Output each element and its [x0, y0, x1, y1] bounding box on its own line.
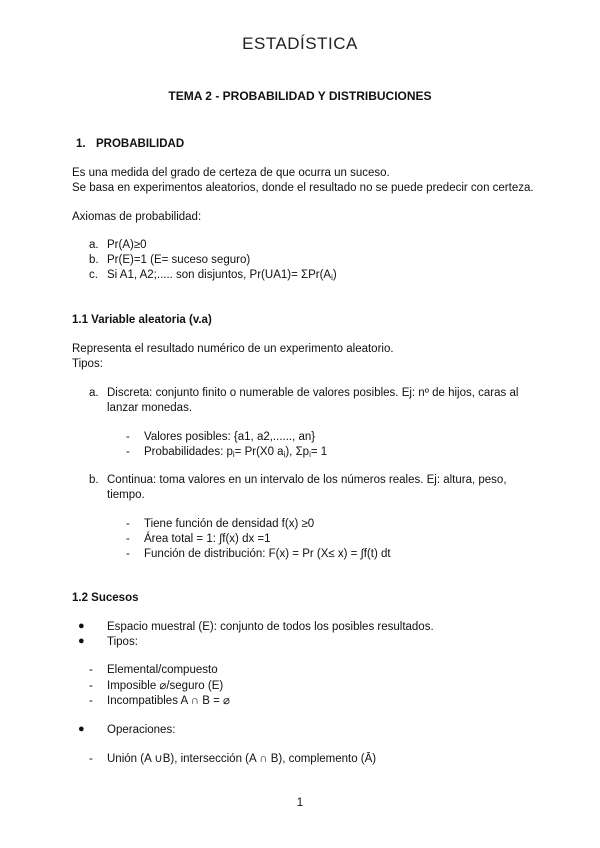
bullet-item: Espacio muestral (E): conjunto de todos los posibles resultados. [107, 621, 434, 633]
header-title: ESTADÍSTICA [242, 34, 358, 53]
sub-list-item: Incompatibles A ∩ B = ⌀ [107, 695, 230, 707]
document-title: TEMA 2 - PROBABILIDAD Y DISTRIBUCIONES [168, 89, 432, 103]
bullet-icon: ● [78, 635, 85, 647]
paragraph: Representa el resultado numérico de un experimento aleatorio. [72, 343, 394, 355]
paragraph: Es una medida del grado de certeza de que ocurra un suceso. [72, 167, 390, 179]
bullet-icon: ● [78, 723, 85, 735]
paragraph: Axiomas de probabilidad: [72, 211, 202, 223]
section-heading: PROBABILIDAD [96, 138, 185, 150]
list-item: Si A1, A2;..... son disjuntos, $Pr(UA1)= \Sigma Pr(A_i)$ [107, 269, 337, 282]
paragraph: Se basa en experimentos aleatorios, donde el resultado no se puede predecir con certeza. [72, 182, 534, 194]
list-marker: b. [89, 254, 99, 266]
list-marker: b. [89, 474, 99, 486]
dash-marker: - [89, 695, 93, 707]
sub-list-item: Imposible ⌀/seguro (E) [107, 680, 224, 692]
list-item-continued: tiempo. [107, 489, 145, 501]
list-item: Discreta: conjunto finito o numerable de valores posibles. Ej: nº de hijos, caras al [107, 387, 519, 399]
page-number: 1 [296, 797, 304, 809]
list-item-continued: lanzar monedas. [107, 402, 193, 414]
section-heading: 1.2 Sucesos [72, 592, 139, 604]
dash-marker: - [126, 548, 130, 560]
section-heading: 1.1 Variable aleatoria (v.a) [72, 314, 212, 326]
paragraph: Tipos: [72, 358, 103, 370]
list-item: Continua: toma valores en un intervalo de los números reales. Ej: altura, peso, [107, 474, 507, 486]
dash-marker: - [126, 431, 130, 443]
sub-list-item: Probabilidades: $p_i= Pr(X0$ $a_i$), $\Sigma p_i= 1$ [144, 446, 328, 459]
sub-list-item: Valores posibles: {a1, a2,......, an} [144, 431, 316, 443]
section-number: 1. [76, 138, 86, 150]
dash-marker: - [126, 446, 130, 458]
dash-marker: - [89, 753, 93, 765]
dash-marker: - [89, 664, 93, 676]
dash-marker: - [126, 533, 130, 545]
list-marker: a. [89, 387, 99, 399]
list-marker: a. [89, 239, 99, 251]
sub-list-item: Elemental/compuesto [107, 664, 218, 676]
sub-list-item: Unión (A ∪B), intersección (A ∩ B), complemento (Ā) [107, 753, 377, 765]
bullet-item: Operaciones: [107, 724, 176, 736]
list-marker: c. [89, 269, 98, 281]
sub-list-item: Área total = 1: ∫f(x) dx =1 [144, 533, 271, 545]
list-item: Pr(E)=1 (E= suceso seguro) [107, 254, 251, 266]
dash-marker: - [126, 518, 130, 530]
list-item: Pr(A)≥0 [107, 239, 147, 251]
bullet-icon: ● [78, 620, 85, 632]
bullet-item: Tipos: [107, 636, 138, 648]
sub-list-item: Función de distribución: F(x) = Pr (X≤ x) = ∫f(t) dt [144, 548, 391, 560]
dash-marker: - [89, 680, 93, 692]
sub-list-item: Tiene función de densidad f(x) ≥0 [144, 518, 315, 530]
